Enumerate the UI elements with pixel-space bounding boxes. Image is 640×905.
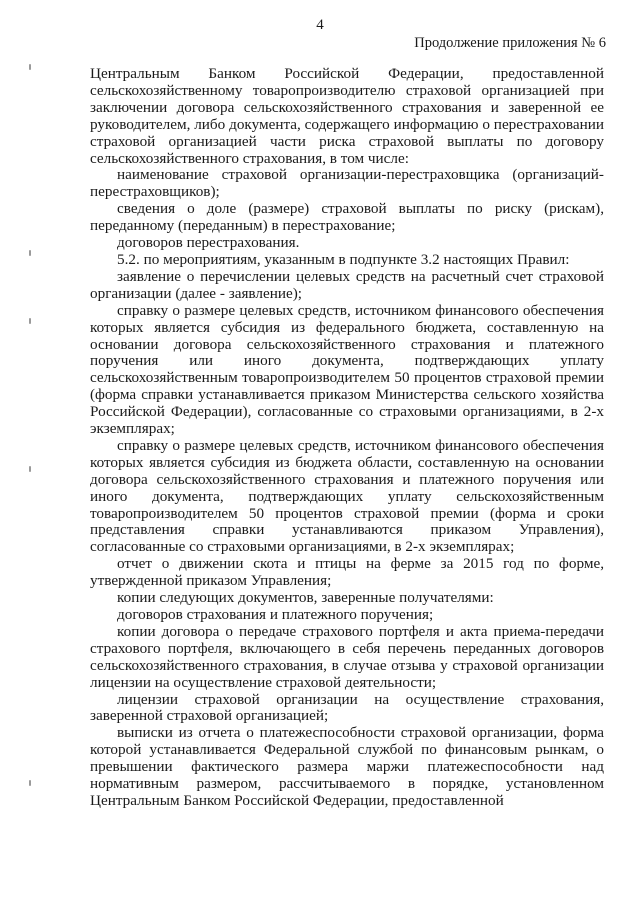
paragraph: отчет о движении скота и птицы на ферме за 2015 год по форме, утвержденной приказом Управления; xyxy=(90,555,604,590)
scan-artifact-mark xyxy=(29,780,31,786)
paragraph: наименование страховой организации-перестраховщика (организаций-перестраховщиков); xyxy=(90,166,604,201)
paragraph: Центральным Банком Российской Федерации, предоставленной сельскохозяйственному товаропроизводителю страховой организацией при заключении договора сельскохозяйственного страхования и заверенной ее руководителем, либо документа, содержащего информацию о перестраховании страховой организацией части риска страховой выплаты по договору сельскохозяйственного страхования, в том числе: xyxy=(90,65,604,167)
paragraph: выписки из отчета о платежеспособности страховой организации, форма которой устанавливается Федеральной службой по финансовым рынкам, о превышении фактического размера маржи платежеспособности над нормативным размером, рассчитываемого в порядке, установленном Центральным Банком Российской Федерации, предоставленной xyxy=(90,724,604,809)
paragraph: 5.2. по мероприятиям, указанным в подпункте 3.2 настоящих Правил: xyxy=(117,250,570,268)
paragraph: копии следующих документов, заверенные получателями: xyxy=(117,589,494,607)
scan-artifact-mark xyxy=(29,64,31,70)
page-number: 4 xyxy=(316,17,324,33)
paragraph: договоров страхования и платежного поручения; xyxy=(117,606,434,623)
paragraph: копии договора о передаче страхового портфеля и акта приема-передачи страхового портфеля, включающего в себя перечень переданных договоров сельскохозяйственного страхования, в случае отзыва у страховой организации лицензии на осуществление страховой деятельности; xyxy=(90,622,604,691)
appendix-continuation-label: Продолжение приложения № 6 xyxy=(414,35,606,51)
scan-artifact-mark xyxy=(29,250,31,256)
paragraph: сведения о доле (размере) страховой выплаты по риску (рискам), переданному (переданным) в перестрахование; xyxy=(90,200,604,235)
scan-artifact-mark xyxy=(29,318,31,324)
paragraph: справку о размере целевых средств, источником финансового обеспечения которых является субсидия из федерального бюджета, составленную на основании договора сельскохозяйственного страхования и платежного поручения или иного документа, подтверждающих уплату сельскохозяйственным товаропроизводителем 50 процентов страховой премии (форма справки устанавливается приказом Министерства сельского хозяйства Российской Федерации), согласованные со страховыми организациями, в 2-х экземплярах; xyxy=(90,301,604,438)
paragraph: договоров перестрахования. xyxy=(117,234,300,252)
document-body xyxy=(90,66,604,810)
scan-artifact-mark xyxy=(29,466,31,472)
paragraph: заявление о перечислении целевых средств на расчетный счет страховой организации (далее - заявление); xyxy=(90,267,604,302)
paragraph: лицензии страховой организации на осуществление страхования, заверенной страховой организацией; xyxy=(90,690,604,725)
paragraph: справку о размере целевых средств, источником финансового обеспечения которых является субсидия из бюджета области, составленную на основании договора сельскохозяйственного страхования и платежного поручения или иного документа, подтверждающих уплату сельскохозяйственным товаропроизводителем 50 процентов страховой премии (форма и сроки представления справки устанавливаются приказом Управления), согласованные со страховыми организациями, в 2-х экземплярах; xyxy=(90,436,604,556)
